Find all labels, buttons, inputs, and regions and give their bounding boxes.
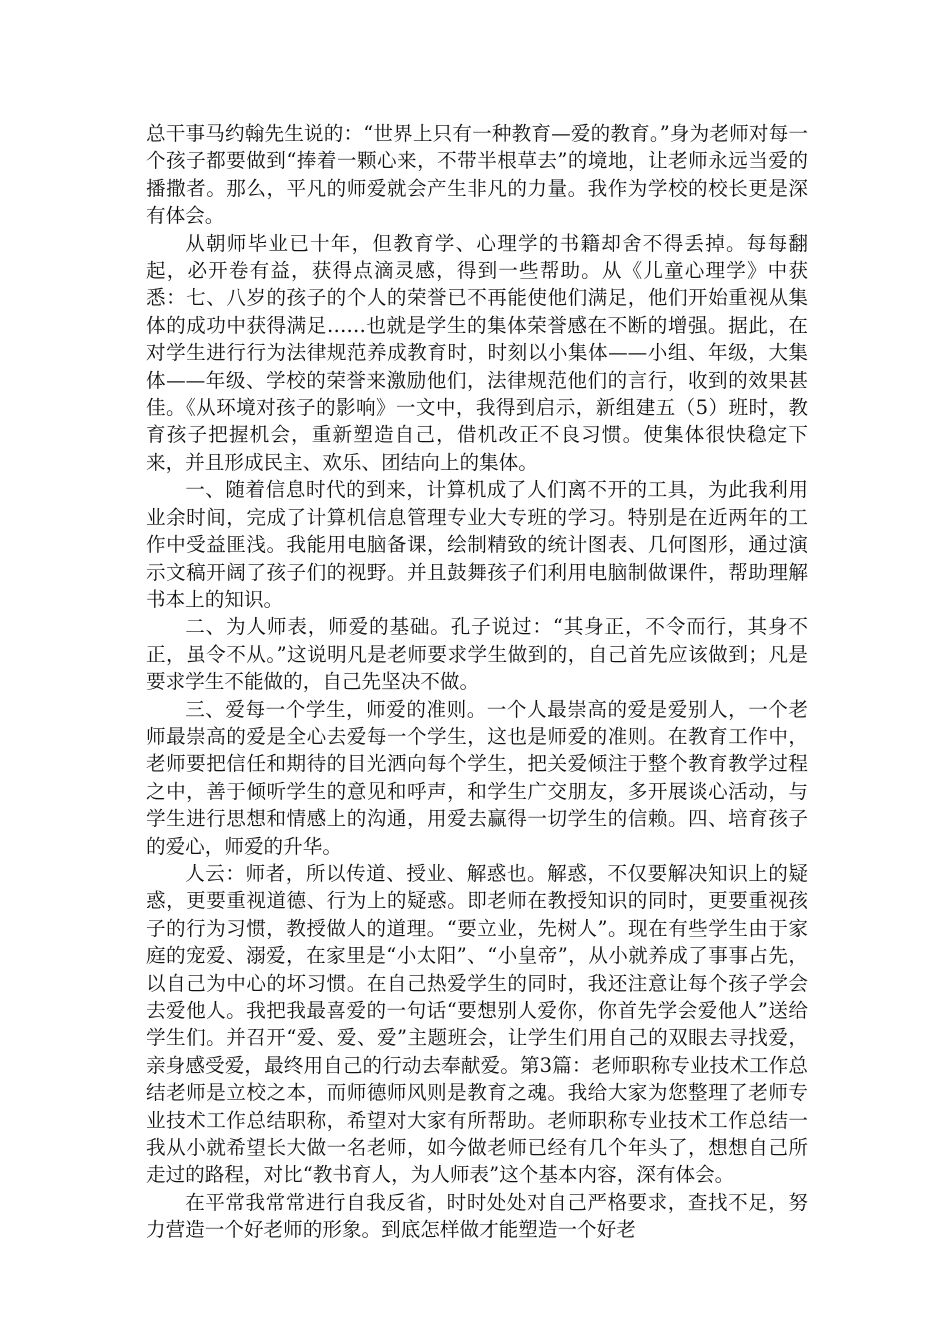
document-page <box>146 120 808 1244</box>
paragraph-7: 在平常我常常进行自我反省，时时处处对自己严格要求，查找不足，努力营造一个好老师的形象。到底怎样做才能塑造一个好老 <box>146 1190 808 1242</box>
paragraph-3: 一、随着信息时代的到来，计算机成了人们离不开的工具，为此我利用业余时间，完成了计算机信息管理专业大专班的学习。特别是在近两年的工作中受益匪浅。我能用电脑备课，绘制精致的统计图表、几何图形，通过演示文稿开阔了孩子们的视野。并且鼓舞孩子们利用电脑制做课件，帮助理解书本上的知识。 <box>146 478 808 611</box>
paragraph-5: 三、爱每一个学生，师爱的准则。一个人最崇高的爱是爱别人，一个老师最崇高的爱是全心去爱每一个学生，这也是师爱的准则。在教育工作中，老师要把信任和期待的目光洒向每个学生，把关爱倾注于整个教育教学过程之中，善于倾听学生的意见和呼声，和学生广交朋友，多开展谈心活动，与学生进行思想和情感上的沟通，用爱去赢得一切学生的信赖。四、培育孩子的爱心，师爱的升华。 <box>146 697 808 858</box>
paragraph-1: 总干事马约翰先生说的：“世界上只有一种教育—爱的教育。”身为老师对每一个孩子都要做到“捧着一颗心来，不带半根草去”的境地，让老师永远当爱的播撒者。那么，平凡的师爱就会产生非凡的力量。我作为学校的校长更是深有体会。 <box>146 122 808 228</box>
paragraph-4: 二、为人师表，师爱的基础。孔子说过：“其身正，不令而行，其身不正，虽令不从。”这说明凡是老师要求学生做到的，自己首先应该做到；凡是要求学生不能做的，自己先坚决不做。 <box>146 615 808 694</box>
paragraph-2: 从朝师毕业已十年，但教育学、心理学的书籍却舍不得丢掉。每每翻起，必开卷有益，获得点滴灵感，得到一些帮助。从《儿童心理学》中获悉：七、八岁的孩子的个人的荣誉已不再能使他们满足，他们开始重视从集体的成功中获得满足……也就是学生的集体荣誉感在不断的增强。据此，在对学生进行行为法律规范养成教育时，时刻以小集体——小组、年级，大集体——年级、学校的荣誉来激励他们，法律规范他们的言行，收到的效果甚佳。《从环境对孩子的影响》一文中，我得到启示，新组建五（5）班时，教育孩子把握机会，重新塑造自己，借机改正不良习惯。使集体很快稳定下来，并且形成民主、欢乐、团结向上的集体。 <box>146 231 808 474</box>
paragraph-6: 人云：师者，所以传道、授业、解惑也。解惑，不仅要解决知识上的疑惑，更要重视道德、行为上的疑惑。即老师在教授知识的同时，更要重视孩子的行为习惯，教授做人的道理。“要立业，先树人”。现在有些学生由于家庭的宠爱、溺爱，在家里是“小太阳”、“小皇帝”，从小就养成了事事占先，以自己为中心的坏习惯。在自己热爱学生的同时，我还注意让每个孩子学会去爱他人。我把我最喜爱的一句话“要想别人爱你，你首先学会爱他人”送给学生们。并召开“爱、爱、爱”主题班会，让学生们用自己的双眼去寻找爱，亲身感受爱，最终用自己的行动去奉献爱。第3篇：老师职称专业技术工作总结老师是立校之本，而师德师风则是教育之魂。我给大家为您整理了老师专业技术工作总结职称，希望对大家有所帮助。老师职称专业技术工作总结一我从小就希望长大做一名老师，如今做老师已经有几个年头了，想想自己所走过的路程，对比“教书育人，为人师表”这个基本内容，深有体会。 <box>146 861 808 1187</box>
